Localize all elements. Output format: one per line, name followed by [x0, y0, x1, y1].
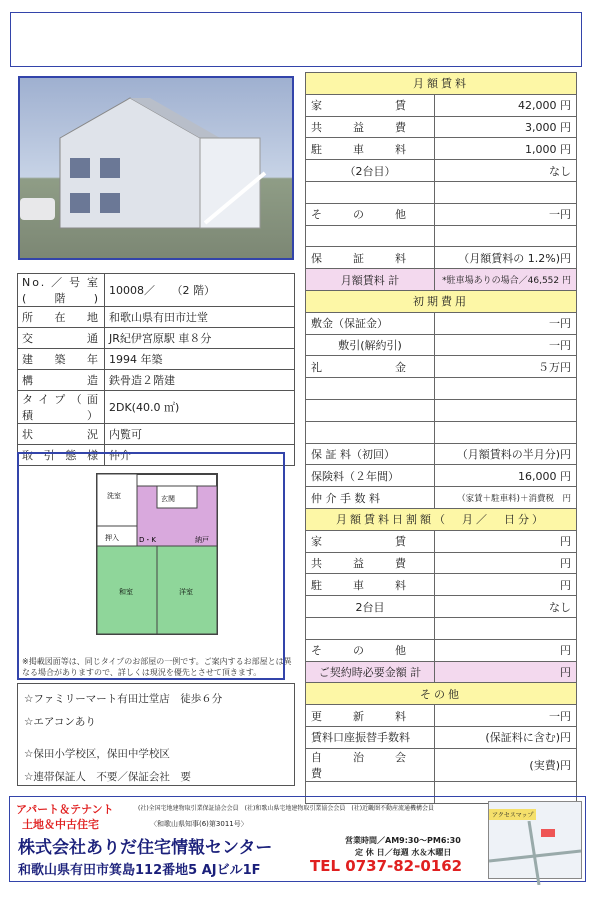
- blank-cell: [435, 181, 577, 203]
- table-row: [18, 274, 295, 307]
- daily-rent-label: 家 賃: [306, 530, 435, 552]
- info-key: 状 況: [18, 424, 105, 445]
- map-graphic: [489, 821, 581, 885]
- info-key: 建 築 年: [18, 349, 105, 370]
- company-address: 和歌山県有田市箕島112番地5 AJビル1F: [18, 863, 261, 878]
- info-key: No.／号室(階): [18, 274, 105, 307]
- monthly-total-label: 月額賃料 計: [306, 269, 435, 291]
- room-label: 和室: [119, 588, 133, 596]
- room-label: 玄関: [161, 495, 175, 503]
- info-value: 内覧可: [105, 424, 295, 445]
- blank-cell: [435, 421, 577, 443]
- company-name: 株式会社ありだ住宅情報センター: [18, 838, 273, 858]
- floor-plan-note: ※掲載図面等は、同じタイプのお部屋の一例です。ご案内するお部屋とは異なる場合がありますので、詳しくは現況を優先とさせて頂きます。: [22, 657, 292, 677]
- table-row: [18, 424, 295, 445]
- reikin-value: ５万円: [435, 356, 577, 378]
- header-box: [10, 12, 582, 67]
- parking2-label: （2台目）: [306, 160, 435, 182]
- parking-value: 1,000 円: [435, 138, 577, 160]
- pricing-table: [305, 72, 577, 804]
- shikikin-label: 敷金（保証金）: [306, 312, 435, 334]
- table-row: [18, 349, 295, 370]
- agent-fee-label: 仲 介 手 数 料: [306, 487, 435, 509]
- blank-cell: [306, 181, 435, 203]
- common-fee-label: 共 益 費: [306, 116, 435, 138]
- others-header: その他: [306, 683, 577, 705]
- room-label: 押入: [105, 534, 119, 542]
- reikin-label: 礼 金: [306, 356, 435, 378]
- shikibiki-label: 敷引(解約引): [306, 334, 435, 356]
- transfer-fee-value: (保証料に含む)円: [435, 726, 577, 748]
- room-label: 洋室: [179, 588, 193, 596]
- tag-apartment: アパート＆テナント: [16, 803, 114, 816]
- info-key: 交 通: [18, 328, 105, 349]
- rent-label: 家 賃: [306, 94, 435, 116]
- guarantee-label: 保 証 料（初回）: [306, 443, 435, 465]
- daily-parking-label: 駐 車 料: [306, 574, 435, 596]
- parking2-value: なし: [435, 160, 577, 182]
- feature-item: ☆ファミリーマート有田辻堂店 徒歩６分: [24, 693, 223, 705]
- table-row: [18, 328, 295, 349]
- property-info-table: [17, 273, 295, 466]
- daily-other-value: 円: [435, 639, 577, 661]
- room-label: 洗室: [107, 492, 121, 500]
- floor-plan: [17, 452, 285, 680]
- blank-cell: [306, 617, 435, 639]
- insurance-value: 16,000 円: [435, 465, 577, 487]
- association-text: (社)全国宅地建物取引業保証協会会員 (社)和歌山県宅地建物取引業協会会員 (社)近畿圏不動産流通機構会員: [138, 805, 435, 812]
- info-key: タイプ（面積）: [18, 391, 105, 424]
- table-row: [18, 370, 295, 391]
- shikibiki-value: 一円: [435, 334, 577, 356]
- info-value: 和歌山県有田市辻堂: [105, 307, 295, 328]
- blank-cell: [435, 378, 577, 400]
- table-row: [18, 307, 295, 328]
- blank-cell: [306, 421, 435, 443]
- features-box: [17, 683, 295, 786]
- tag-land: 土地＆中古住宅: [22, 818, 99, 831]
- agent-fee-value: （家賃＋駐車料)＋消費税 円: [435, 487, 577, 509]
- hours: 営業時間／AM9:30〜PM6:30: [345, 836, 461, 845]
- info-value: JR紀伊宮原駅 車８分: [105, 328, 295, 349]
- renewal-label: 更 新 料: [306, 705, 435, 727]
- room-label: 納戸: [195, 536, 209, 544]
- daily-common-value: 円: [435, 552, 577, 574]
- access-map: [488, 801, 582, 879]
- daily-common-label: 共 益 費: [306, 552, 435, 574]
- rent-value: 42,000 円: [435, 94, 577, 116]
- blank-cell: [306, 378, 435, 400]
- info-value: 2DK(40.0 ㎡): [105, 391, 295, 424]
- info-value: 10008／ （2 階）: [105, 274, 295, 307]
- room-label: D・K: [139, 536, 156, 544]
- feature-item: ☆エアコンあり: [24, 715, 96, 728]
- table-row: [18, 391, 295, 424]
- building-illustration: [20, 78, 292, 258]
- needed-total-label: ご契約時必要金額 計: [306, 661, 435, 683]
- building-photo: [18, 76, 294, 260]
- monthly-total-value: *駐車場ありの場合／46,552 円: [435, 269, 577, 291]
- map-marker-icon: [541, 829, 555, 837]
- other-value: 一円: [435, 203, 577, 225]
- info-value: 仲介: [105, 445, 295, 466]
- blank-cell: [306, 399, 435, 421]
- info-value: 鉄骨造２階建: [105, 370, 295, 391]
- initial-header: 初期費用: [306, 290, 577, 312]
- floor-plan-drawing: [19, 454, 283, 654]
- access-map-label: アクセスマップ: [489, 809, 536, 820]
- blank-cell: [435, 617, 577, 639]
- info-key: 構 造: [18, 370, 105, 391]
- daily-parking-value: 円: [435, 574, 577, 596]
- info-key: 所 在 地: [18, 307, 105, 328]
- daily-header: 月額賃料日割額（ 月／ 日分）: [306, 508, 577, 530]
- deposit-label: 保 証 料: [306, 247, 435, 269]
- renewal-value: 一円: [435, 705, 577, 727]
- holidays: 定 休 日／毎週 水＆木曜日: [355, 848, 452, 857]
- blank-cell: [435, 399, 577, 421]
- daily-rent-value: 円: [435, 530, 577, 552]
- other-label: そ の 他: [306, 203, 435, 225]
- daily-parking2-label: 2台目: [306, 596, 435, 618]
- needed-total-value: 円: [435, 661, 577, 683]
- blank-cell: [435, 225, 577, 247]
- feature-item: ☆保田小学校区，保田中学校区: [24, 748, 170, 760]
- license-text: 〈和歌山県知事(6)第3011号〉: [150, 820, 248, 828]
- shikikin-value: 一円: [435, 312, 577, 334]
- company-footer: [9, 796, 586, 882]
- insurance-label: 保険料（２年間）: [306, 465, 435, 487]
- deposit-value: （月額賃料の 1.2%)円: [435, 247, 577, 269]
- info-value: 1994 年築: [105, 349, 295, 370]
- company-tel: TEL 0737-82-0162: [310, 857, 463, 875]
- assoc-fee-value: (実費)円: [435, 748, 577, 781]
- common-fee-value: 3,000 円: [435, 116, 577, 138]
- assoc-fee-label: 自 治 会 費: [306, 748, 435, 781]
- daily-parking2-value: なし: [435, 596, 577, 618]
- feature-item: ☆連帯保証人 不要／保証会社 要: [24, 770, 191, 783]
- feature-item: [24, 733, 288, 743]
- info-key: 取 引 態 様: [18, 445, 105, 466]
- blank-cell: [306, 225, 435, 247]
- parking-label: 駐 車 料: [306, 138, 435, 160]
- guarantee-value: （月額賃料の半月分)円: [435, 443, 577, 465]
- monthly-header: 月額賃料: [306, 73, 577, 95]
- transfer-fee-label: 賃料口座振替手数料: [306, 726, 435, 748]
- daily-other-label: そ の 他: [306, 639, 435, 661]
